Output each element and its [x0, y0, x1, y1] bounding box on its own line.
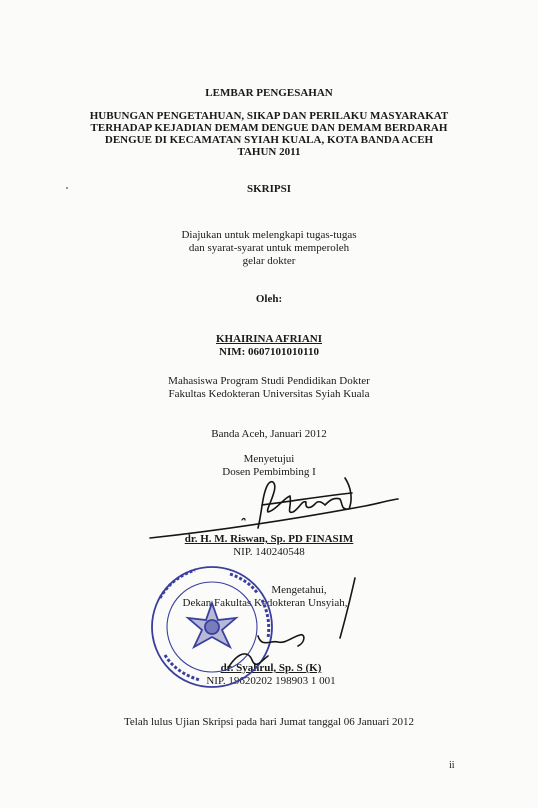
dean-title: Dekan Fakultas Kedokteran Unsyiah,	[182, 597, 348, 609]
supervisor-nip: NIP. 140240548	[233, 546, 305, 558]
program-line-1: Mahasiswa Program Studi Pendidikan Dokter	[168, 375, 370, 387]
by-label: Oleh:	[255, 293, 283, 305]
supervisor-name: dr. H. M. Riswan, Sp. PD FINASIM	[184, 533, 354, 545]
title-line-4: TAHUN 2011	[237, 146, 301, 158]
purpose-line-1: Diajukan untuk melengkapi tugas-tugas	[181, 229, 357, 241]
title-line-3: DENGUE DI KECAMATAN SYIAH KUALA, KOTA BANDA ACEH	[104, 134, 434, 146]
approval-label: Menyetujui	[243, 453, 295, 465]
scan-speck	[66, 187, 68, 189]
page-number: ii	[449, 760, 455, 771]
supervisor-signature	[150, 478, 398, 538]
document-type: SKRIPSI	[246, 183, 292, 195]
author-nim: NIM: 0607101010110	[219, 346, 319, 358]
known-label: Mengetahui,	[271, 584, 327, 596]
purpose-line-3: gelar dokter	[242, 255, 296, 267]
dean-nip: NIP. 19620202 198903 1 001	[206, 675, 336, 687]
document-heading: LEMBAR PENGESAHAN	[205, 87, 333, 99]
title-line-2: TERHADAP KEJADIAN DEMAM DENGUE DAN DEMAM BERDARAH	[90, 122, 448, 134]
supervisor-title: Dosen Pembimbing I	[222, 466, 316, 478]
author-name: KHAIRINA AFRIANI	[215, 333, 323, 345]
footer-note: Telah lulus Ujian Skripsi pada hari Jumat tanggal 06 Januari 2012	[123, 716, 415, 728]
program-line-2: Fakultas Kedokteran Universitas Syiah Kuala	[168, 388, 370, 400]
place-date: Banda Aceh, Januari 2012	[211, 428, 327, 440]
dean-name: dr. Syahrul, Sp. S (K)	[220, 662, 322, 674]
title-line-1: HUBUNGAN PENGETAHUAN, SIKAP DAN PERILAKU MASYARAKAT	[89, 110, 449, 122]
purpose-line-2: dan syarat-syarat untuk memperoleh	[188, 242, 350, 254]
